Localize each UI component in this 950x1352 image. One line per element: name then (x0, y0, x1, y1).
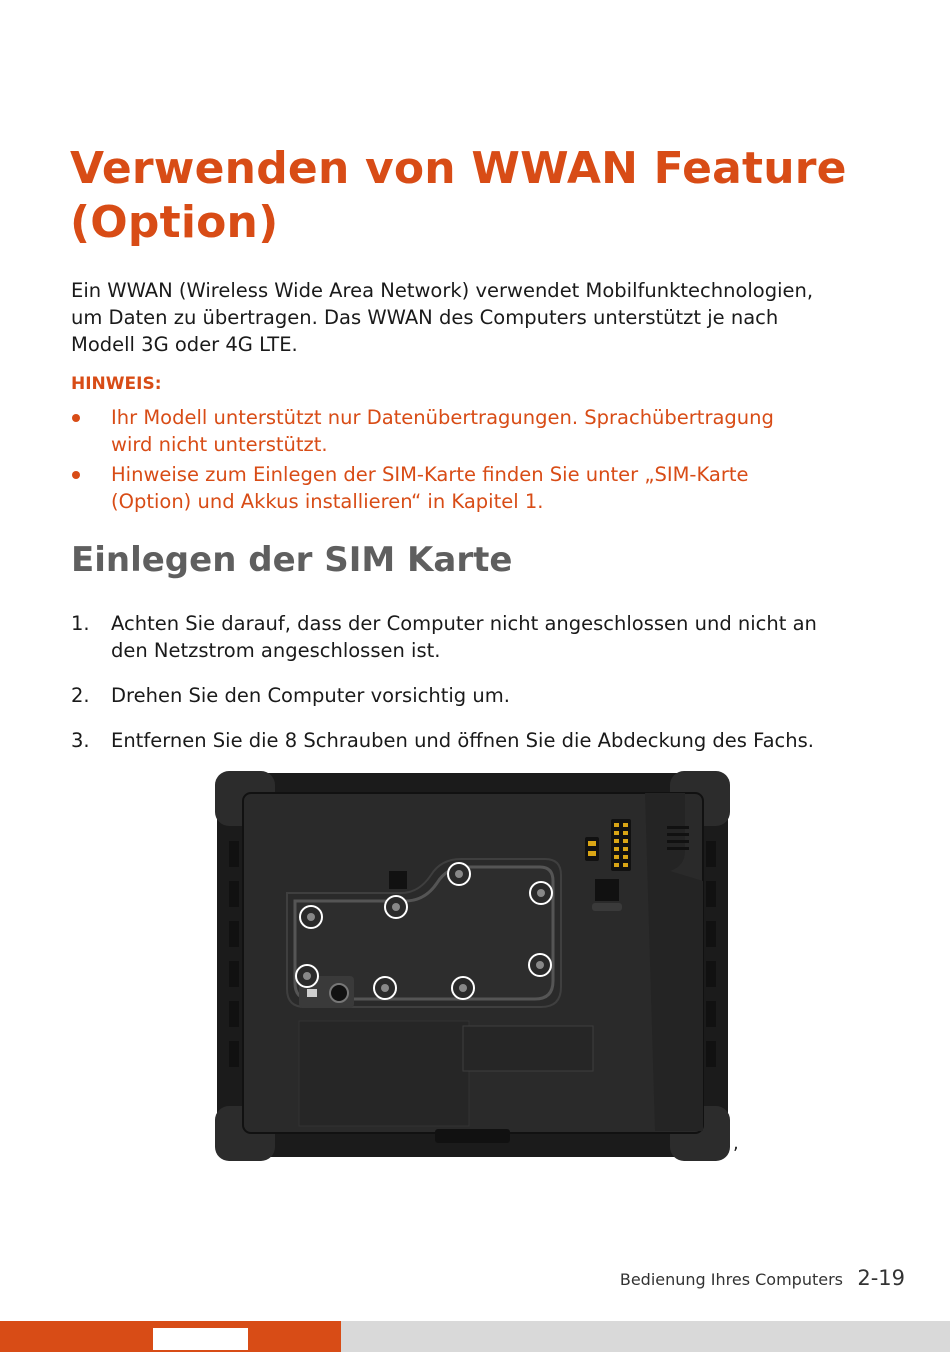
page-title-line-1: Verwenden von WWAN Feature (70, 143, 847, 194)
page-title (70, 142, 890, 250)
intro-paragraph (71, 277, 901, 358)
step-number: 1. (71, 612, 90, 635)
step-item (71, 682, 911, 709)
step-item (71, 727, 911, 754)
step-list (71, 610, 911, 772)
footer-chapter: Bedienung Ihres Computers (619, 1270, 843, 1289)
step-text-line: den Netzstrom angeschlossen ist. (111, 639, 441, 662)
intro-line: Modell 3G oder 4G LTE. (71, 333, 298, 356)
computer-bottom-illustration (215, 771, 730, 1161)
note-item-line: (Option) und Akkus installieren“ in Kapitel 1. (111, 490, 544, 513)
figure-mark: , (733, 1133, 739, 1154)
page-number: 2-19 (857, 1266, 905, 1290)
note-label: HINWEIS: (71, 374, 162, 394)
section-title: Einlegen der SIM Karte (71, 540, 513, 580)
step-number: 3. (71, 729, 90, 752)
step-item (71, 610, 911, 664)
note-item-line: Ihr Modell unterstützt nur Datenübertragungen. Sprachübertragung (111, 406, 774, 429)
step-number: 2. (71, 684, 90, 707)
note-item (71, 461, 901, 515)
step-text-line: Drehen Sie den Computer vorsichtig um. (111, 684, 510, 707)
note-list (71, 404, 901, 518)
bullet-icon (72, 414, 80, 422)
footer-bar-notch (153, 1328, 248, 1350)
step-text-line: Entfernen Sie die 8 Schrauben und öffnen Sie die Abdeckung des Fachs. (111, 729, 814, 752)
page-title-line-2: (Option) (70, 197, 279, 248)
note-item-line: wird nicht unterstützt. (111, 433, 328, 456)
bullet-icon (72, 471, 80, 479)
note-item (71, 404, 901, 458)
step-text-line: Achten Sie darauf, dass der Computer nicht angeschlossen und nicht an (111, 612, 817, 635)
footer-gray-bar (341, 1321, 950, 1352)
intro-line: um Daten zu übertragen. Das WWAN des Computers unterstützt je nach (71, 306, 779, 329)
note-item-line: Hinweise zum Einlegen der SIM-Karte finden Sie unter „SIM-Karte (111, 463, 749, 486)
intro-line: Ein WWAN (Wireless Wide Area Network) verwendet Mobilfunktechnologien, (71, 279, 814, 302)
